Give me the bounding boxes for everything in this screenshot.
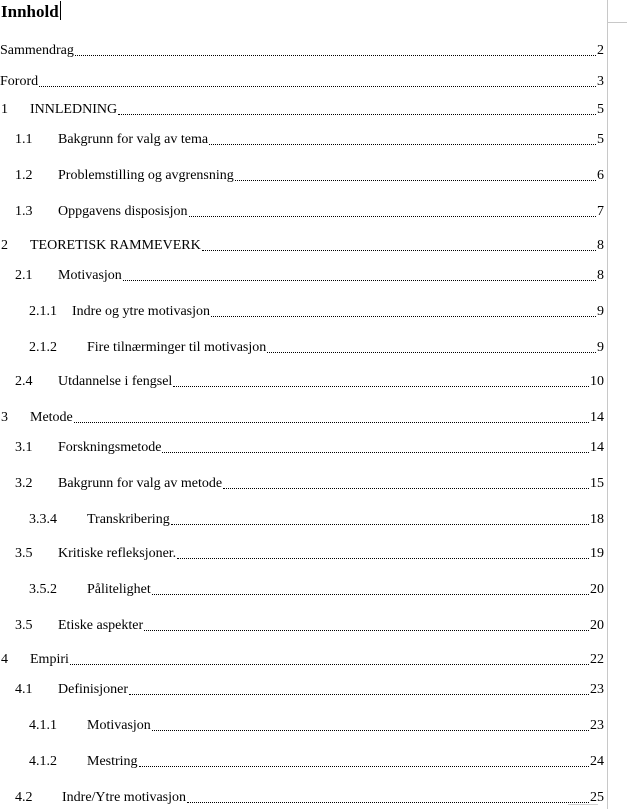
toc-entry-title: Empiri	[30, 652, 69, 667]
toc-entry-title: Etiske aspekter	[58, 618, 144, 633]
toc-entry-number: 2	[1, 238, 8, 253]
toc-entry-number: 4.2	[15, 790, 33, 805]
toc-entry-number: 4.1	[15, 682, 33, 697]
toc-entry-title: Definisjoner	[58, 682, 128, 697]
toc-entry[interactable]	[0, 616, 604, 634]
margin-corner-mark	[607, 22, 627, 23]
toc-entry-number: 1.3	[15, 204, 33, 219]
toc-entry-title: Kritiske refleksjoner.	[58, 546, 177, 561]
toc-entry-title: Transkribering	[87, 512, 170, 527]
toc-entry-title: Indre/Ytre motivasjon	[62, 790, 187, 805]
toc-entry-title: Mestring	[87, 754, 138, 769]
toc-entry-number: 3.1	[15, 440, 33, 455]
toc-entry-number: 3.3.4	[29, 512, 57, 527]
toc-dot-leader	[123, 280, 596, 281]
toc-entry-page-number: 22	[590, 652, 604, 667]
toc-dot-leader	[75, 55, 596, 56]
toc-entry[interactable]	[0, 372, 604, 390]
toc-entry-page-number: 9	[597, 340, 604, 355]
toc-dot-leader	[267, 352, 596, 353]
toc-entry-page-number: 3	[597, 74, 604, 89]
toc-entry[interactable]	[0, 130, 604, 148]
toc-entry-number: 3.5.2	[29, 582, 57, 597]
toc-entry-title: Oppgavens disposisjon	[58, 204, 188, 219]
toc-entry-title: Motivasjon	[87, 718, 151, 733]
toc-entry-title: Sammendrag	[0, 43, 74, 58]
toc-entry-page-number: 2	[597, 43, 604, 58]
toc-entry-title: INNLEDNING	[30, 102, 118, 117]
toc-entry[interactable]	[0, 510, 604, 528]
toc-entry-title: Pålitelighet	[87, 582, 151, 597]
toc-dot-leader	[235, 180, 596, 181]
toc-entry[interactable]	[0, 72, 604, 90]
toc-entry[interactable]	[0, 302, 604, 320]
toc-dot-leader	[209, 144, 596, 145]
toc-entry-number: 4.1.1	[29, 718, 57, 733]
toc-entry[interactable]	[0, 41, 604, 59]
toc-entry-title: Indre og ytre motivasjon	[72, 304, 211, 319]
toc-entry-page-number: 19	[590, 546, 604, 561]
toc-entry-number: 3.5	[15, 546, 33, 561]
toc-entry[interactable]	[0, 202, 604, 220]
toc-entry-page-number: 23	[590, 682, 604, 697]
toc-entry-title: Forord	[0, 74, 39, 89]
toc-dot-leader	[39, 86, 596, 87]
toc-dot-leader	[152, 594, 589, 595]
toc-entry-page-number: 23	[590, 718, 604, 733]
toc-entry[interactable]	[0, 716, 604, 734]
toc-entry-number: 2.1.2	[29, 340, 57, 355]
toc-entry-page-number: 25	[590, 790, 604, 805]
toc-entry[interactable]	[0, 474, 604, 492]
toc-entry[interactable]	[0, 408, 604, 426]
toc-dot-leader	[171, 524, 589, 525]
toc-entry[interactable]	[0, 266, 604, 284]
toc-entry-page-number: 14	[590, 410, 604, 425]
toc-entry-number: 2.4	[15, 374, 33, 389]
toc-dot-leader	[70, 664, 589, 665]
toc-entry-page-number: 18	[590, 512, 604, 527]
page-right-margin	[607, 0, 627, 809]
toc-entry-title: Forskningsmetode	[58, 440, 162, 455]
toc-entry-title: Bakgrunn for valg av tema	[58, 132, 209, 147]
toc-heading[interactable]	[1, 1, 61, 22]
toc-dot-leader	[187, 802, 589, 803]
toc-dot-leader	[189, 216, 597, 217]
toc-entry-page-number: 8	[597, 268, 604, 283]
toc-heading-text: Innhold	[1, 2, 59, 21]
toc-entry-title: Metode	[30, 410, 73, 425]
toc-entry[interactable]	[0, 788, 604, 806]
toc-entry-page-number: 14	[590, 440, 604, 455]
toc-entry-number: 4.1.2	[29, 754, 57, 769]
toc-entry[interactable]	[0, 544, 604, 562]
toc-entry-page-number: 10	[590, 374, 604, 389]
toc-entry[interactable]	[0, 166, 604, 184]
toc-entry-page-number: 20	[590, 582, 604, 597]
toc-entry-page-number: 6	[597, 168, 604, 183]
toc-entry-page-number: 5	[597, 132, 604, 147]
toc-dot-leader	[152, 730, 589, 731]
toc-entry[interactable]	[0, 236, 604, 254]
toc-entry-page-number: 9	[597, 304, 604, 319]
toc-entry-page-number: 5	[597, 102, 604, 117]
toc-entry-number: 2.1.1	[29, 304, 57, 319]
toc-entry-number: 2.1	[15, 268, 33, 283]
toc-entry-number: 3	[1, 410, 8, 425]
toc-dot-leader	[118, 114, 596, 115]
toc-entry-title: Utdannelse i fengsel	[58, 374, 173, 389]
toc-entry-number: 1	[1, 102, 8, 117]
toc-dot-leader	[223, 488, 589, 489]
toc-entry-page-number: 7	[597, 204, 604, 219]
toc-entry[interactable]	[0, 752, 604, 770]
toc-entry[interactable]	[0, 680, 604, 698]
toc-entry-title: Fire tilnærminger til motivasjon	[87, 340, 267, 355]
toc-dot-leader	[177, 558, 589, 559]
page-bottom-mark	[568, 804, 598, 810]
toc-dot-leader	[173, 386, 589, 387]
text-cursor	[60, 1, 61, 20]
toc-entry-number: 3.2	[15, 476, 33, 491]
toc-entry[interactable]	[0, 438, 604, 456]
toc-dot-leader	[211, 316, 596, 317]
toc-dot-leader	[144, 630, 589, 631]
toc-entry[interactable]	[0, 338, 604, 356]
toc-entry[interactable]	[0, 100, 604, 118]
toc-entry-page-number: 20	[590, 618, 604, 633]
toc-entry-title: TEORETISK RAMMEVERK	[30, 238, 201, 253]
toc-dot-leader	[74, 422, 589, 423]
toc-dot-leader	[202, 250, 596, 251]
toc-dot-leader	[129, 694, 589, 695]
toc-entry-title: Bakgrunn for valg av metode	[58, 476, 223, 491]
toc-entry-number: 1.1	[15, 132, 33, 147]
toc-dot-leader	[162, 452, 589, 453]
toc-entry-page-number: 24	[590, 754, 604, 769]
toc-dot-leader	[139, 766, 589, 767]
toc-entry-number: 3.5	[15, 618, 33, 633]
toc-entry-number: 1.2	[15, 168, 33, 183]
toc-entry-title: Problemstilling og avgrensning	[58, 168, 234, 183]
toc-entry[interactable]	[0, 650, 604, 668]
toc-entry-number: 4	[1, 652, 8, 667]
toc-entry-page-number: 8	[597, 238, 604, 253]
toc-entry-page-number: 15	[590, 476, 604, 491]
toc-entry-title: Motivasjon	[58, 268, 122, 283]
toc-entry[interactable]	[0, 580, 604, 598]
